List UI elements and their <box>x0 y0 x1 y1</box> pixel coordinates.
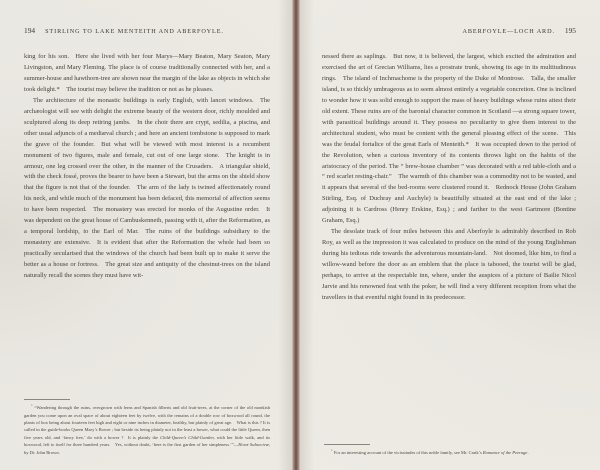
right-page-running-head <box>322 26 576 40</box>
paragraph: The desolate track of four miles between this and Aberfoyle is admirably described in Rob Roy, as well as the impression it was calculated to produce on the mind of the young Englishman during his tedious ride towards the adventurous mountain-land. Not doomed, like him, to find a willow-wand before the door as an emblem that the place is tabooed, the tourist will be glad, perhaps, to arrive at the respectable inn, where, under the auspices of a picture of Bailie Nicol Jarvie and his renowned feat with the poker, he will find a very different reception from what the travellers in that eventful night found in its predecessor. <box>322 228 576 301</box>
paragraph: The architecture of the monastic buildings is early English, with lancet windows. The archæologist will see with delight the extreme beauty of the western door, richly moulded and sculptured along its deep retiring jambs. In the choir there are crypt, sedilia, a piscina, and other usual adjuncts of a mediæval church ; and here an ancient tombstone is supposed to mark the grave of the founder. But what will be viewed with most interest is a recumbent monument of two figures, male and female, cut out of one large stone. The knight is in armour, one leg crossed over the other, in the manner of the Crusaders. A triangular shield, with the check fossé, proves the bearer to have been a Stewart, but the arms on the shield show that the figure is not that of the founder. The arm of the lady is twined affectionately round his neck, and while much of the monument has been defaced, this memorial of affection seems to have been respected. The monastery was erected for monks of the Augustine order. It was dependent on the great house of Cambuskenneth, passing with it, after the Reformation, as a temporal lordship, to the Earl of Mar. The ruins of the buildings subsidiary to the monastery are extensive. It is evident that after the Reformation the whole had been so practically secularised that the windows of the church had been built up to make it serve the better as a house or fortress. The great size and antiquity of the chestnut-trees on the island naturally recall the scenes they must have wit- <box>24 96 270 280</box>
right-page-footnote-area <box>324 438 578 456</box>
footnote-italic-title-1: Romance of the Peerage <box>482 449 528 455</box>
footnote-text-part-1: “Wandering through the ruins, overgrown with ferns and Spanish filberts and old fruit-trees, at the corner of the old monkish garden you come upon an oval space of about eighteen feet by twelve, with the remains of a double row of boxwood all round, the plants of box being about fourteen feet high and eight or nine inches in diameter, healthy, but plainly of great age. What is this ? It is called in the guide-books Queen Mary’s Bower ; but beside its being plainly not in the least a bower, what could the little Queen, then five years old, and ‘fancy free,’ do with a bower ? It is plainly the <box>24 405 270 440</box>
left-page-footnote <box>24 404 270 456</box>
footnote-marker: * <box>31 403 33 408</box>
footnote-text-part-3: , by Dr. John Brown. <box>24 442 271 455</box>
footnote-divider <box>324 444 370 445</box>
footnote-text-part-2: . <box>527 449 529 455</box>
left-page-header-title: STIRLING TO LAKE MENTEITH AND ABERFOYLE. <box>45 28 224 35</box>
footnote-italic-title-1: Child-Queen’s Child-Garden <box>160 434 214 440</box>
footnote-text-part-1: For an interesting account of the vicissitudes of this noble family, see Mr. Craik’s <box>333 449 483 455</box>
paragraph: king for his son. Here she lived with her four Marys—Mary Beaton, Mary Seaton, Mary Livingston, and Mary Fleming. The place is of course traditionally connected with her, and a summer-house and hawthorn-tree are shown near the margin of the lake as objects in which she took delight.* The tourist may believe the tradition or not as he pleases. <box>24 53 270 93</box>
right-page-header-title: ABERFOYLE—LOCH ARD. <box>462 28 555 35</box>
left-page-body <box>24 52 270 282</box>
page-gutter <box>292 0 300 470</box>
left-page <box>0 0 292 470</box>
left-page-footnote-area <box>24 393 270 456</box>
right-page-body <box>322 52 576 304</box>
left-page-folio: 194 <box>24 26 36 35</box>
right-page-folio: 195 <box>564 26 576 35</box>
right-page <box>300 0 600 470</box>
left-page-running-head <box>24 26 270 40</box>
footnote-divider <box>24 399 70 400</box>
footnote-italic-title-2: Horæ Subsecivæ <box>238 442 269 448</box>
footnote-text-part-2: , with her little walk, and its boxwood, left to itself for three hundred years. Yes, without doubt, ‘here is the first garden of her simpleness.’”— <box>24 434 270 448</box>
right-page-footnote <box>324 449 578 456</box>
footnote-marker: * <box>331 448 333 453</box>
paragraph: nessed there as saplings. But now, it is believed, the largest, which excited the admiration and exercised the art of Grecian Williams, lies a prostrate trunk, showing its age in its multitudinous rings. The island of Inchmachome is the property of the Duke of Montrose. Talla, the smaller island, is so thickly umbrageous as to seem almost entirely a vegetable concretion. One is inclined to wonder how it was solid enough to support the mass of heavy buildings whose ruins attest their old extent. These ruins are of the baronial character common in Scotland —a strong square tower, with parasitical buildings around it. They possess no peculiarity to give them interest to the architectural student, who must be content with the general pleasing effect of the scene. This was the feudal fortalice of the great Earls of Menteith.* It was occupied down to the period of the Revolution, when a curious inventory of its contents throws light on the habits of the aristocracy of the period. The “ brew-house chamber ” was decorated with a red table-cloth and a “ red scarlet resting-chair.” The warmth of this chamber was a commodity not to be wasted, and it appears that several of the bed-rooms were clustered round it. Rednock House (John Graham Stirling, Esq. of Duchray and Auchyle) is beautifully situated at the east end of the lake ; adjoining it is Cardross (Henry Erskine, Esq.) ; and farther to the west Gartmore (Bontine Graham, Esq.) <box>322 53 576 225</box>
